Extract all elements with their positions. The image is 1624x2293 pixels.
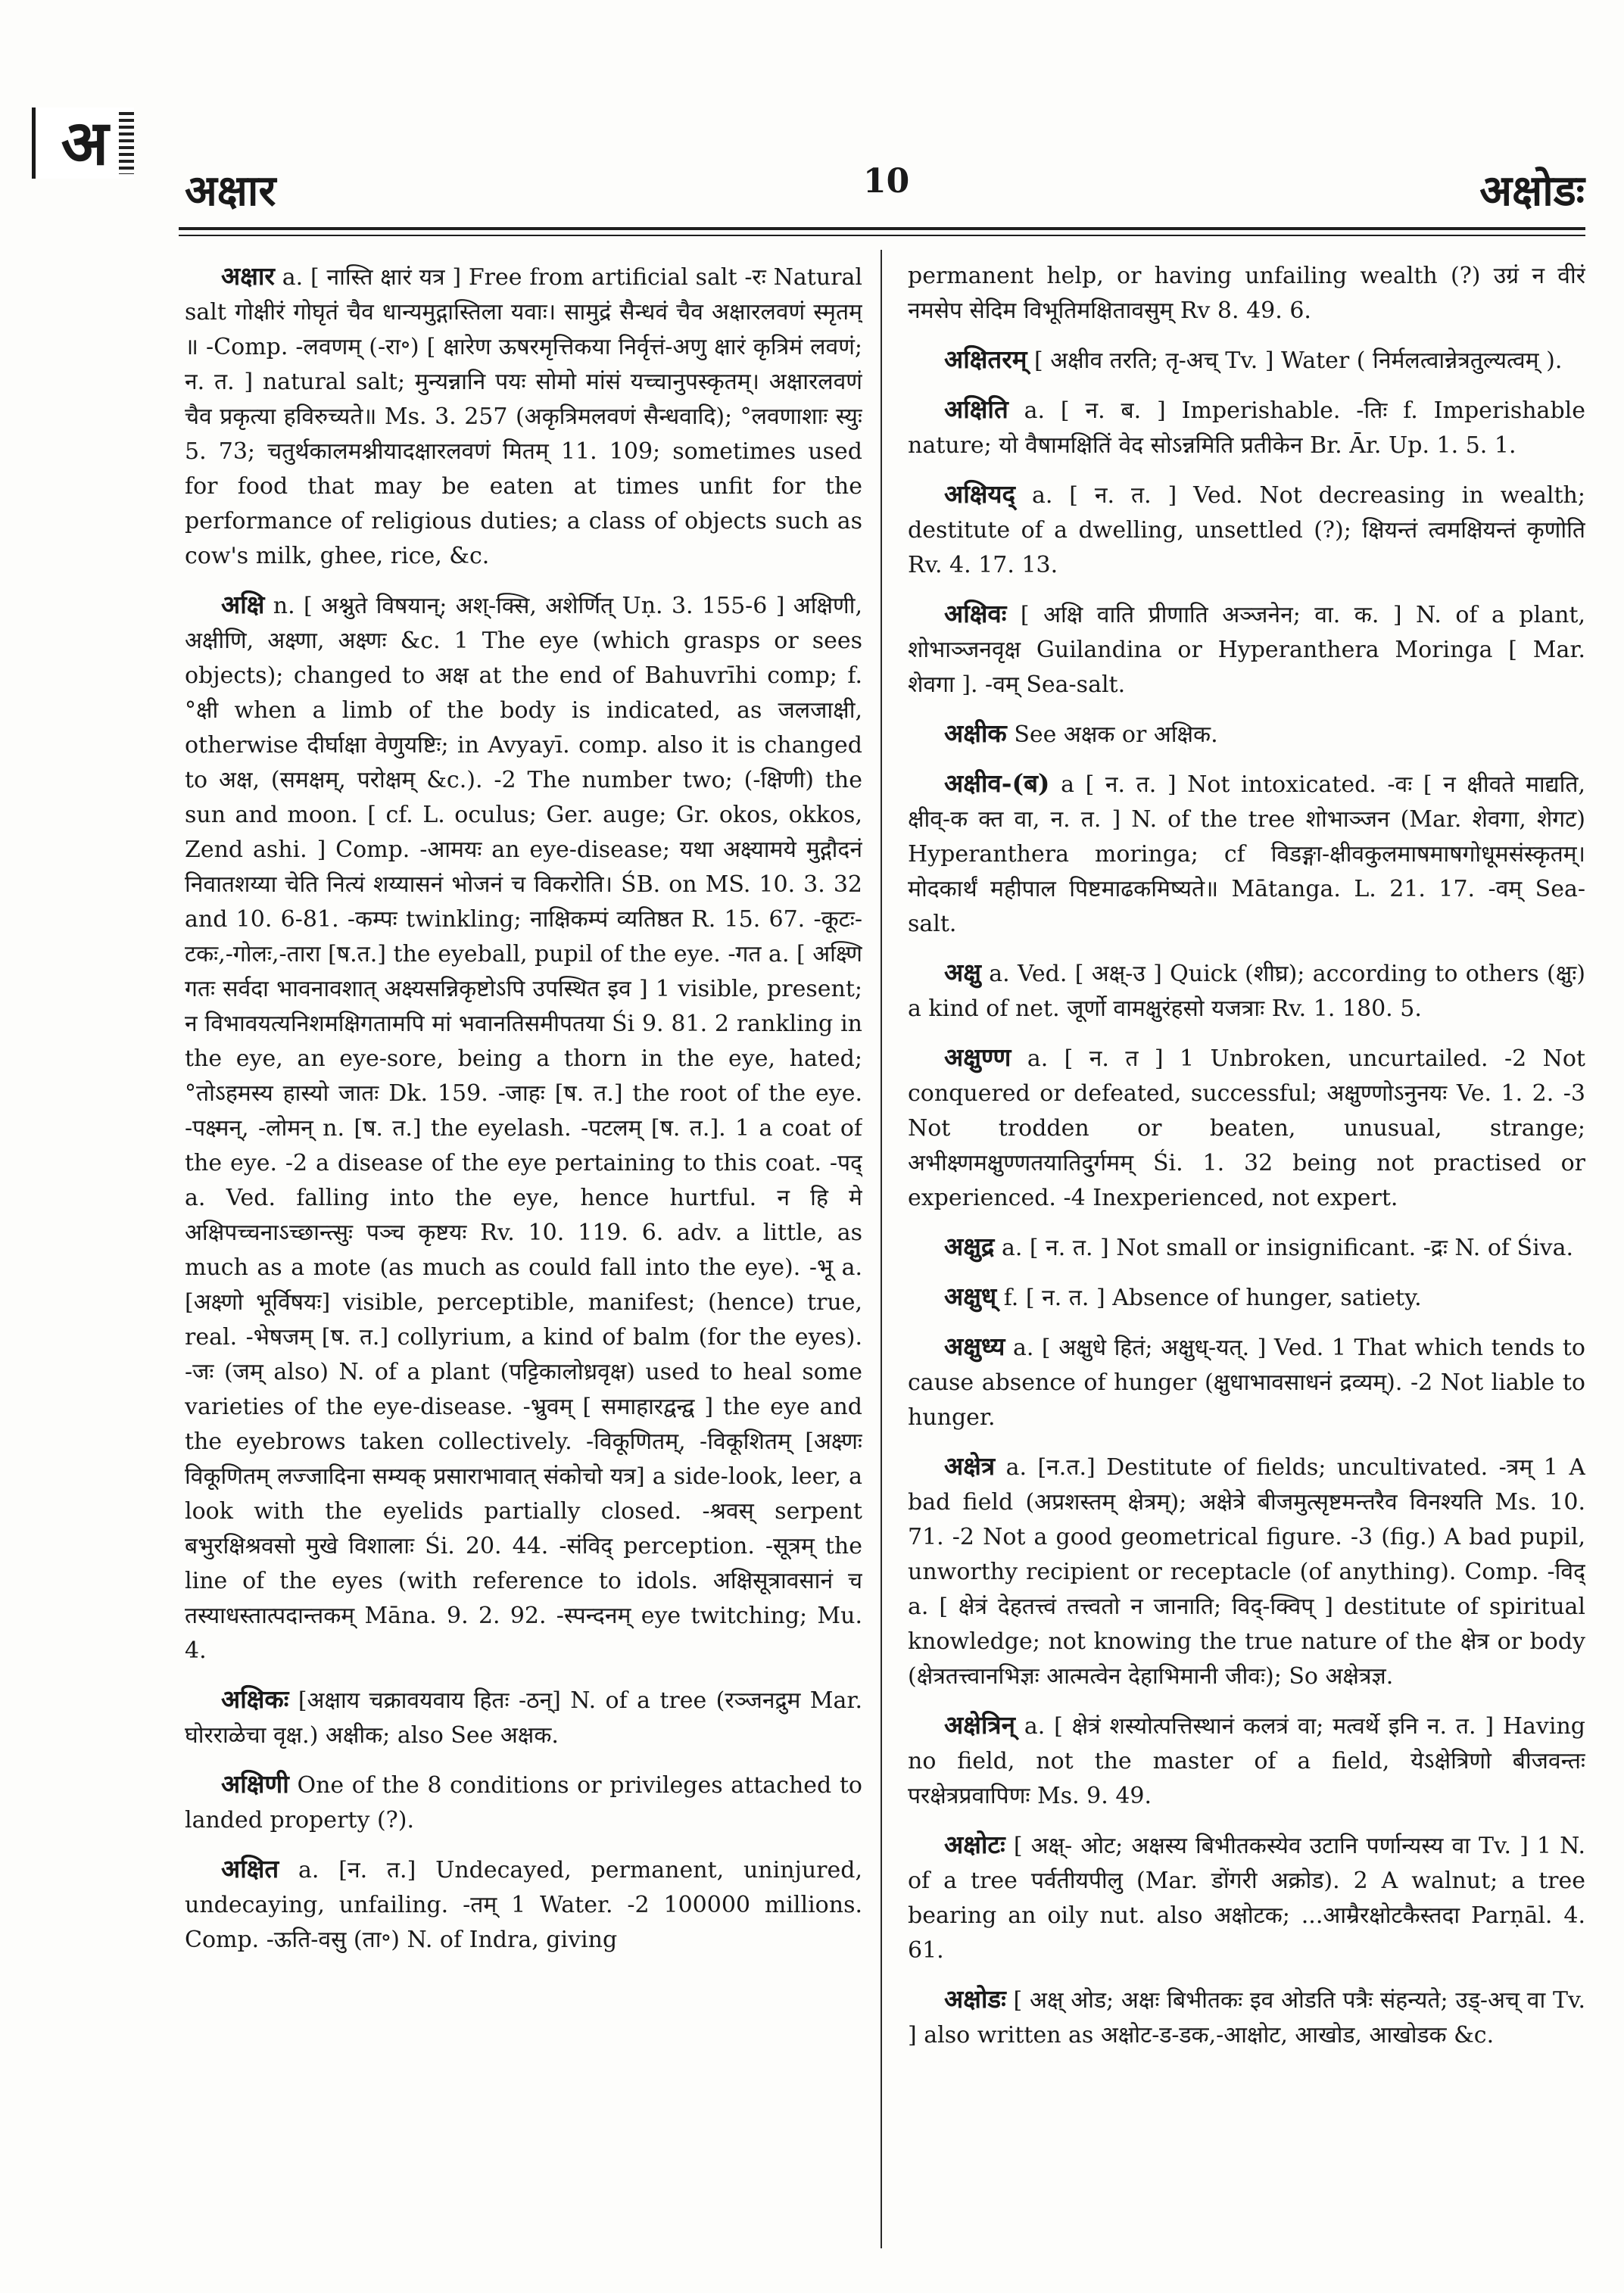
entry-text: a. [ क्षेत्रं शस्योत्पत्तिस्थानं कलत्रं वा; मत्वर्थे इनि न. त. ] Having no field, not the master of a field, येऽक्षेत्रिणो बीजवन्तः परक्षेत्रप्रवापिणः Ms. 9. 49.: [908, 1713, 1585, 1809]
dictionary-entry: [908, 1040, 1585, 1216]
left-running-headword: अक्षार: [185, 166, 276, 216]
dictionary-entry: [908, 1279, 1585, 1316]
entry-text: a. [ अक्षुधे हितं; अक्षुध्-यत्. ] Ved. 1 That which tends to cause absence of hunger (क्षुधाभावसाधनं द्रव्यम्). -2 Not liable to hunger.: [908, 1335, 1585, 1431]
entry-text: [ अक्षि वाति प्रीणाति अञ्जनेन; वा. क. ] N. of a plant, शोभाञ्जनवृक्ष Guilandina or Hyperanthera Moringa [ Mar. शेवगा ]. -वम् Sea-salt.: [908, 602, 1585, 698]
entry-text: [ अक्ष् ओड; अक्षः बिभीतकः इव ओडति पत्रैः संहन्यते; उड्-अच् वा Tv. ] also written as अक्षोट-ड-डक,-आक्षोट, आखोड, आखोडक &c.: [908, 1987, 1585, 2048]
entry-text: a. [ नास्ति क्षारं यत्र ] Free from artificial salt -रः Natural salt गोक्षीरं गोघृतं चैव धान्यमुद्गास्तिला यवाः। सामुद्रं सैन्धवं चैव अक्षारलवणं स्मृतम् ॥ -Comp. -लवणम् (-रा॰) [ क्षारेण ऊषरमृत्तिकया निर्वृत्तं-अणु क्षारं कृत्रिमं लवणं; न. त. ] natural salt; मुन्यन्नानि पयः सोमो मांसं यच्चानुपस्कृतम्। अक्षारलवणं चैव प्रकृत्या हविरुच्यते॥ Ms. 3. 257 (अकृत्रिमलवणं सैन्धवादि); °लवणाशाः स्युः 5. 73; चतुर्थकालमश्नीयादक्षारलवणं मितम् 11. 109; sometimes used for food that may be eaten at times unfit for the performance of religious duties; a class of objects such as cow's milk, ghee, rice, &c.: [185, 264, 862, 569]
dictionary-entry: [185, 1767, 862, 1838]
header-rule: [179, 227, 1585, 230]
header-rule-thin: [179, 235, 1585, 236]
thumb-index-tab: [32, 107, 134, 179]
entry-headword: अक्षु: [944, 958, 981, 987]
entry-headword: अक्षीव-(ब): [944, 768, 1050, 798]
entry-headword: अक्षि: [221, 590, 265, 619]
dictionary-entry: [908, 955, 1585, 1027]
entry-text: a. [ न. त. ] Not small or insignificant. -द्रः N. of Śiva.: [1001, 1235, 1574, 1261]
thumb-letter: अ: [61, 107, 109, 179]
dictionary-entry: [185, 259, 862, 574]
dictionary-entry: [908, 597, 1585, 703]
left-column: [185, 259, 862, 2242]
page-number: 10: [863, 162, 910, 201]
dictionary-entry: [908, 716, 1585, 752]
column-divider: [881, 250, 882, 2248]
dictionary-entry: [908, 1708, 1585, 1814]
entry-headword: अक्षेत्र: [944, 1451, 996, 1481]
right-running-headword: अक्षोडः: [1479, 166, 1585, 216]
entry-text: a. [ न. त ] 1 Unbroken, uncurtailed. -2 Not conquered or defeated, successful; अक्षुण्णोऽनुनयः Ve. 1. 2. -3 Not trodden or beaten, unusual, strange; अभीक्ष्णमक्षुण्णतयातिदुर्गमम् Śi. 1. 32 being not practised or experienced. -4 Inexperienced, not expert.: [908, 1045, 1585, 1211]
entry-headword: अक्षुण्ण: [944, 1042, 1011, 1072]
dictionary-entry: [908, 477, 1585, 583]
entry-headword: अक्षिणी: [221, 1769, 289, 1799]
dictionary-entry-continued: [908, 259, 1585, 329]
entry-headword: अक्षितरम्: [944, 344, 1027, 374]
right-column: [908, 259, 1585, 2242]
entry-headword: अक्षीक: [944, 718, 1007, 748]
entry-headword: अक्षिवः: [944, 599, 1007, 628]
entry-text: [अक्षाय चक्रावयवाय हितः -ठन्] N. of a tree (रञ्जनद्रुम Mar. घोरराळेचा वृक्ष.) अक्षीक; also See अक्षक.: [185, 1687, 862, 1749]
entry-headword: अक्षुध्य: [944, 1332, 1005, 1361]
entry-headword: अक्षार: [221, 261, 275, 291]
entry-headword: अक्षोडः: [944, 1984, 1006, 2014]
entry-headword: अक्षेत्रिन्: [944, 1710, 1015, 1740]
dictionary-entry: [908, 392, 1585, 463]
entry-headword: अक्षोटः: [944, 1830, 1005, 1859]
entry-text: See अक्षक or अक्षिक.: [1014, 721, 1218, 748]
entry-headword: अक्षुध्: [944, 1282, 997, 1311]
entry-headword: अक्षित: [221, 1854, 279, 1883]
entry-headword: अक्षिति: [944, 394, 1008, 424]
dictionary-entry: [908, 1329, 1585, 1435]
entry-headword: अक्षुद्र: [944, 1232, 995, 1261]
entry-text: a. [ न. ब. ] Imperishable. -तिः f. Imperishable nature; यो वैषामक्षितिं वेद सोऽन्नमिति प्रतीकेन Br. Ār. Up. 1. 5. 1.: [908, 397, 1585, 459]
dictionary-entry: [908, 1229, 1585, 1266]
entry-text: a. [ न. त. ] Ved. Not decreasing in wealth; destitute of a dwelling, unsettled (?); क्षियन्तं त्वमक्षियन्तं कृणोति Rv. 4. 17. 13.: [908, 482, 1585, 578]
dictionary-entry: [185, 1852, 862, 1958]
dictionary-entry: [908, 766, 1585, 942]
entry-headword: अक्षियद्: [944, 479, 1016, 509]
entry-text: a. [न. त.] Undecayed, permanent, uninjured, undecaying, unfailing. -तम् 1 Water. -2 100000 millions. Comp. -ऊति-वसु (ता॰) N. of Indra, giving: [185, 1857, 862, 1953]
entry-text: [ अक्षीव तरति; तृ-अच् Tv. ] Water ( निर्मलत्वान्नेत्रतुल्यत्वम् ).: [1034, 347, 1563, 374]
entry-headword: अक्षिकः: [221, 1684, 289, 1714]
entry-text: a. Ved. [ अक्ष्-उ ] Quick (शीघ्र); according to others (क्षुः) a kind of net. जूर्णो वामक्षुरंहसो यजत्राः Rv. 1. 180. 5.: [908, 961, 1585, 1022]
entry-text: [ अक्ष्- ओट; अक्षस्य बिभीतकस्येव उटानि पर्णान्यस्य वा Tv. ] 1 N. of a tree पर्वतीयपीलु (Mar. डोंगरी अक्रोड). 2 A walnut; a tree bearing an oily nut. also अक्षोटक; ...आम्रैरक्षोटकैस्तदा Parṇāl. 4. 61.: [908, 1833, 1585, 1964]
dictionary-entry: [908, 1982, 1585, 2053]
dictionary-entry: [185, 1682, 862, 1753]
entry-text: One of the 8 conditions or privileges attached to landed property (?).: [185, 1772, 862, 1833]
entry-text: f. [ न. त. ] Absence of hunger, satiety.: [1003, 1285, 1422, 1311]
dictionary-entry: [908, 342, 1585, 379]
entry-text: n. [ अश्नुते विषयान्; अश्-क्सि, अशेर्णित् Uṇ. 3. 155-6 ] अक्षिणी, अक्षीणि, अक्ष्णा, अक्ष्णः &c. 1 The eye (which grasps or sees objects); changed to अक्ष at the end of Bahuvrīhi comp; f. °क्षी when a limb of the body is indicated, as जलजाक्षी, otherwise दीर्घाक्षा वेणुयष्टिः; in Avyayī. comp. also it is changed to अक्ष, (समक्षम्, परोक्षम् &c.). -2 The number two; (-क्षिणी) the sun and moon. [ cf. L. oculus; Ger. auge; Gr. okos, okkos, Zend ashi. ] Comp. -आमयः an eye-disease; यथा अक्ष्यामये मुद्गौदनं निवातशय्या चेति नित्यं शय्यासनं भोजनं च विकरोति। ŚB. on MS. 10. 3. 32 and 10. 6-81. -कम्पः twinkling; नाक्षिकम्पं व्यतिष्ठत R. 15. 67. -कूटः-टकः,-गोलः,-तारा [ष.त.] the eyeball, pupil of the eye. -गत a. [ अक्ष्णि गतः सर्वदा भावनावशात् अक्ष्यसन्निकृष्टोऽपि उपस्थित इव ] 1 visible, present; न विभावयत्यनिशमक्षिगतामपि मां भवानतिसमीपतया Śi 9. 81. 2 rankling in the eye, an eye-sore, being a thorn in the eye, hated; °तोऽहमस्य हास्यो जातः Dk. 159. -जाहः [ष. त.] the root of the eye. -पक्ष्मन्, -लोमन् n. [ष. त.] the eyelash. -पटलम् [ष. त.]. 1 a coat of the eye. -2 a disease of the eye pertaining to this coat. -पद् a. Ved. falling into the eye, hence hurtful. न हि मे अक्षिपच्चनाऽच्छान्त्सुः पञ्च कृष्टयः Rv. 10. 119. 6. adv. a little, as much as a mote (as much as could fall into the eye). -भू a. [अक्ष्णो भूर्विषयः] visible, perceptible, manifest; (hence) true, real. -भेषजम् [ष. त.] collyrium, a kind of balm (for the eyes). -जः (जम् also) N. of a plant (पट्टिकालोध्रवृक्ष) used to heal some varieties of the eye-disease. -भ्रुवम् [ समाहारद्वन्द्व ] the eye and the eyebrows taken collectively. -विकूणितम्, -विकूशितम् [अक्ष्णः विकूणितम् लज्जादिना सम्यक् प्रसाराभावात् संकोचो यत्र] a side-look, leer, a look with the eyelids partially closed. -श्रवस् serpent बभुरक्षिश्रवसो मुखे विशालाः Śi. 20. 44. -संविद् perception. -सूत्रम् the line of the eyes (with reference to idols. अक्षिसूत्रावसानं च तस्याधस्तात्पदान्तकम् Māna. 9. 2. 92. -स्पन्दनम् eye twitching; Mu. 4.: [185, 593, 862, 1664]
dictionary-entry: [185, 587, 862, 1668]
dictionary-entry: [908, 1827, 1585, 1968]
entry-text: a. [न.त.] Destitute of fields; uncultivated. -त्रम् 1 A bad field (अप्रशस्तम् क्षेत्रम्); अक्षेत्रे बीजमुत्सृष्टमन्तरैव विनश्यति Ms. 10. 71. -2 Not a good geometrical figure. -3 (fig.) A bad pupil, unworthy recipient or receptacle (of anything). Comp. -विद् a. [ क्षेत्रं देहतत्त्वं तत्त्वतो न जानाति; विद्-क्विप् ] destitute of spiritual knowledge; not knowing the true nature of the क्षेत्र or body (क्षेत्रतत्त्वानभिज्ञः आत्मत्वेन देहाभिमानी जीवः); So अक्षेत्रज्ञ.: [908, 1454, 1585, 1690]
dictionary-entry: [908, 1449, 1585, 1694]
entry-text: permanent help, or having unfailing wealth (?) उग्रं न वीरं नमसेप सेदिम विभूतिमक्षितावसुम् Rv 8. 49. 6.: [908, 263, 1585, 324]
entry-text: a [ न. त. ] Not intoxicated. -वः [ न क्षीवते माद्यति, क्षीव्-क क्त वा, न. त. ] N. of the tree शोभाञ्जन (Mar. शेवगा, शेगट) Hyperanthera moringa; cf विडङ्गा-क्षीवकुलमाषमाषगोधूमसंस्कृतम्। मोदकार्थं महीपाल पिष्टमाढकमिष्यते॥ Mātanga. L. 21. 17. -वम् Sea-salt.: [908, 771, 1585, 937]
